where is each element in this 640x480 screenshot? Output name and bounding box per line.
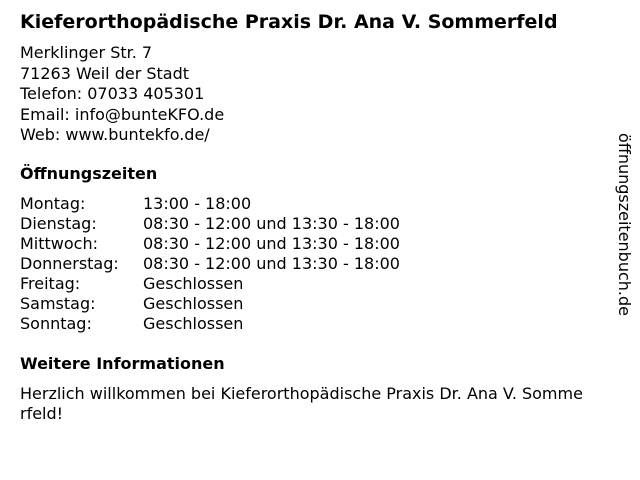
further-info-heading: Weitere Informationen: [20, 354, 225, 373]
hours-time: Geschlossen: [143, 274, 244, 293]
website-address: Web: www.buntekfo.de/: [20, 125, 210, 144]
hours-time: Geschlossen: [143, 314, 244, 333]
welcome-text: [20, 384, 632, 424]
hours-time: Geschlossen: [143, 294, 244, 313]
hours-time: 08:30 - 12:00 und 13:30 - 18:00: [143, 234, 400, 253]
hours-day: Donnerstag:: [20, 254, 119, 273]
side-watermark: öffnungszeitenbuch.de: [615, 133, 634, 316]
welcome-text-line: Herzlich willkommen bei Kieferorthopädische Praxis Dr. Ana V. Somme: [20, 384, 583, 403]
hours-day: Samstag:: [20, 294, 96, 313]
city-address: 71263 Weil der Stadt: [20, 63, 190, 83]
hours-time: 08:30 - 12:00 und 13:30 - 18:00: [143, 254, 400, 273]
street-address: Merklinger Str. 7: [20, 43, 153, 62]
phone-number: Telefon: 07033 405301: [20, 84, 205, 103]
hours-day: Freitag:: [20, 274, 81, 293]
hours-row: [20, 234, 400, 254]
hours-row: [20, 274, 400, 294]
hours-day: Dienstag:: [20, 214, 97, 233]
address-block: [20, 43, 224, 146]
hours-time: 08:30 - 12:00 und 13:30 - 18:00: [143, 214, 400, 233]
welcome-text-line: rfeld!: [20, 404, 64, 423]
hours-row: [20, 314, 400, 334]
hours-day: Sonntag:: [20, 314, 92, 333]
hours-day: Montag:: [20, 194, 86, 213]
page-title: Kieferorthopädische Praxis Dr. Ana V. Sommerfeld: [20, 11, 558, 33]
hours-day: Mittwoch:: [20, 234, 98, 253]
opening-hours-heading: Öffnungszeiten: [20, 164, 158, 183]
email-address: Email: info@bunteKFO.de: [20, 104, 225, 124]
opening-hours-table: [20, 194, 400, 334]
hours-row: [20, 214, 400, 234]
hours-row: [20, 194, 400, 214]
hours-row: [20, 294, 400, 314]
hours-time: 13:00 - 18:00: [143, 194, 252, 213]
hours-row: [20, 254, 400, 274]
